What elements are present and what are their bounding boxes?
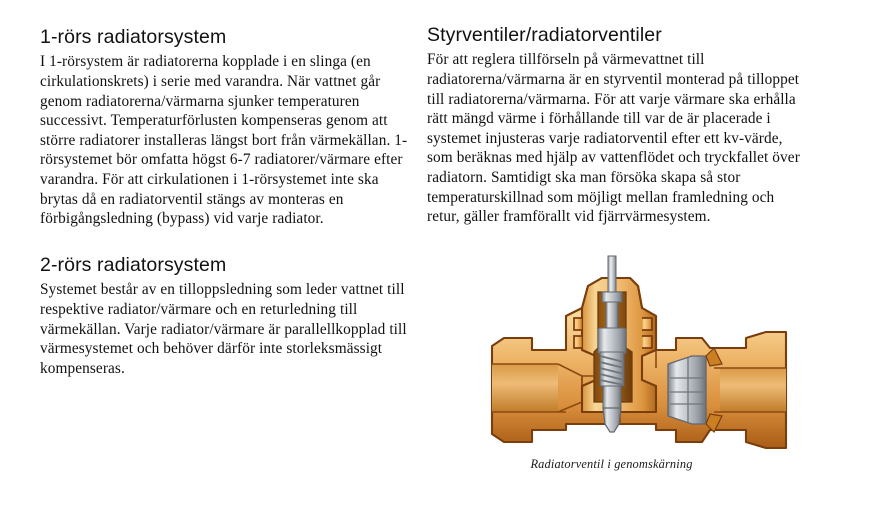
right-pipe-bore	[720, 368, 786, 412]
section-two-rors	[40, 254, 410, 378]
stem-collar	[602, 292, 622, 302]
section-one-rors	[40, 26, 410, 229]
paragraph-styrventiler: För att reglera tillförseln på värmevattnet till radiatorerna/värmarna är en styrventil monterad på tilloppet till radiatorerna/värmarna. För att varje värmare ska erhålla rätt mängd värme i förhållande till var de är placerade i systemet injusteras varje radiatorventil efter ett kv-värde, som beräknas med hjälp av vattenflödet och tryckfallet över radiatorn. Samtidigt ska man försöka skapa så stor temperaturskillnad som möjligt mellan framledning och retur, gäller framförallt vid fjärrvärmesystem.	[427, 51, 800, 226]
section-styrventiler	[427, 24, 805, 227]
paragraph-1-rors: I 1-rörsystem är radiatorerna kopplade i en slinga (en cirkulationskrets) i serie med varandra. När vattnet går genom radiatorerna/värmarna sjunker temperaturen successivt. Temperaturförlusten kompenseras genom att större radiatorer installeras längst bort från värmekällan. 1-rörsystemet bör omfatta högst 6-7 radiatorer/värmare efter varandra. För att cirkulationen i 1-rörsystemet inte ska brytas då en radiatorventil stängs av monteras en förbigångsledning (bypass) vid varje radiator.	[40, 53, 408, 228]
stem-lower-shaft	[603, 386, 621, 408]
paragraph-2-rors: Systemet består av en tilloppsledning som leder vattnet till respektive radiator/värmare och en returledning till värmekällan. Varje radiator/värmare är parallellkopplad till värmesystemet och behöver därför inte storleksmässigt kompenseras.	[40, 281, 407, 377]
stem-upper-shaft	[606, 302, 618, 328]
stem-guide-body	[598, 328, 626, 354]
figure-caption: Radiatorventil i genomskärning	[530, 457, 693, 471]
insert-ferrule-body	[668, 356, 706, 424]
paragraph-1-rors-wrapper	[40, 52, 410, 228]
heading-2-rors-radiatorsystem: 2-rörs radiatorsystem	[40, 254, 227, 276]
paragraph-styrventiler-wrapper	[427, 50, 805, 226]
heading-styrventiler-radiatorventiler: Styrventiler/radiatorventiler	[427, 24, 662, 46]
left-pipe-bore	[492, 364, 558, 412]
figure-radiator-valve	[470, 252, 810, 492]
heading-1-rors-radiatorsystem: 1-rörs radiatorsystem	[40, 26, 227, 48]
radiator-valve-illustration	[470, 252, 810, 462]
stem-top-pin	[608, 256, 616, 292]
valve-plug-cone	[603, 408, 621, 432]
paragraph-2-rors-wrapper	[40, 280, 410, 378]
